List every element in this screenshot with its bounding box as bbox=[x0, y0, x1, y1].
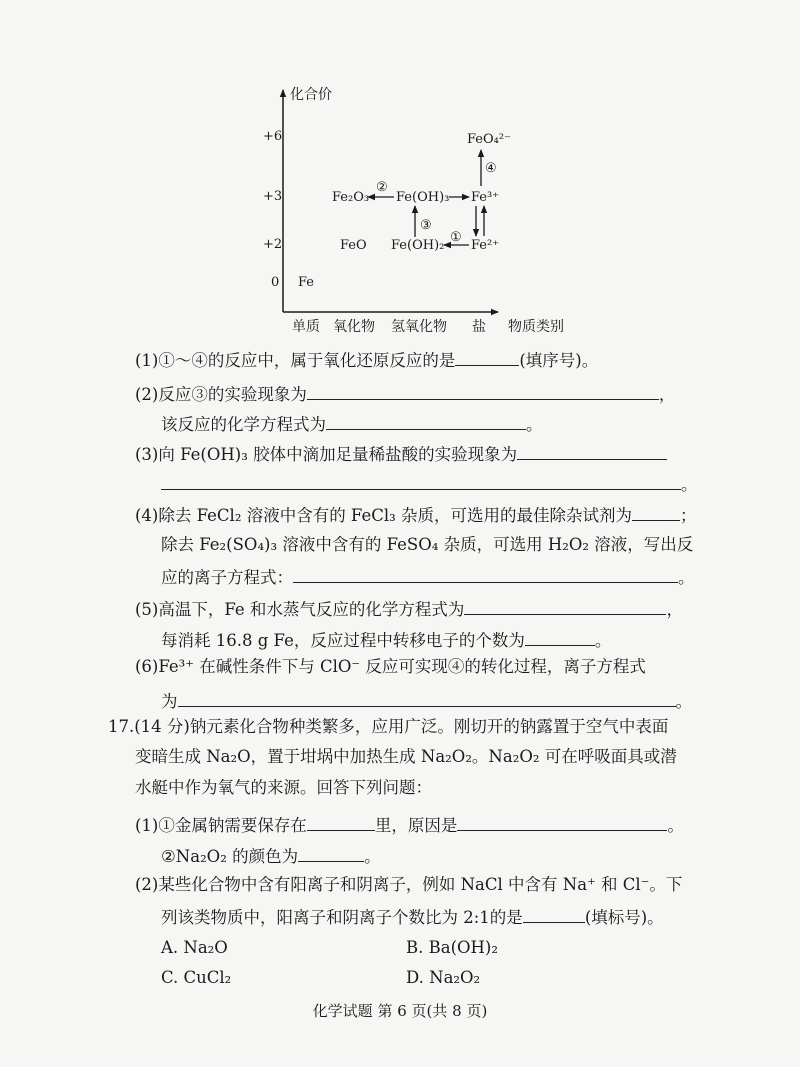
q16-part3-period: 。 bbox=[681, 475, 698, 494]
x-cat-oxide: 氧化物 bbox=[333, 319, 375, 335]
marker-1: ① bbox=[450, 230, 462, 245]
q16-part4-semicolon: ； bbox=[680, 506, 697, 525]
q17-intro-line1 bbox=[108, 716, 668, 738]
y-axis-label: 化合价 bbox=[290, 87, 332, 103]
species-fe2o3: Fe₂O₃ bbox=[332, 190, 370, 205]
species-fe2: Fe²⁺ bbox=[471, 238, 500, 253]
q16-part1-blank[interactable] bbox=[455, 347, 519, 366]
q17-part1-period: 。 bbox=[667, 816, 684, 835]
q16-part4-period: 。 bbox=[678, 568, 695, 587]
y-tick-0: 0 bbox=[271, 275, 280, 290]
q16-part5-line1 bbox=[135, 596, 683, 621]
q17-option-b-text: B. Ba(OH)₂ bbox=[406, 938, 498, 957]
q16-part5-blank2[interactable] bbox=[525, 627, 595, 646]
q17-option-c-text: C. CuCl₂ bbox=[161, 968, 232, 987]
q17-intro-line3 bbox=[135, 777, 432, 799]
q16-part2-comma: ， bbox=[658, 385, 676, 404]
q17-intro-line2 bbox=[135, 746, 677, 768]
q16-part5-blank1[interactable] bbox=[464, 596, 666, 615]
page-footer: 化学试题 第 6 页(共 8 页) bbox=[312, 1002, 488, 1020]
marker-3: ③ bbox=[420, 218, 432, 233]
q16-part3-blank2[interactable] bbox=[161, 471, 681, 490]
q16-part5-text: (5)高温下，Fe 和水蒸气反应的化学方程式为 bbox=[135, 600, 465, 619]
q17-part1-reason: 里，原因是 bbox=[374, 816, 458, 835]
q16-part2-line2 bbox=[161, 411, 543, 436]
q17-intro-text1: 17.(14 分)钠元素化合物种类繁多，应用广泛。刚切开的钠露置于空气中表面 bbox=[108, 717, 669, 736]
q17-part2-line1 bbox=[135, 874, 682, 896]
q16-part5-line2 bbox=[161, 627, 611, 652]
q16-part4-line2 bbox=[161, 534, 693, 556]
q16-part4-line1 bbox=[135, 502, 697, 527]
q16-part6-line1 bbox=[135, 656, 646, 678]
y-tick-6: +6 bbox=[263, 129, 283, 144]
q17-part1-period2: 。 bbox=[364, 847, 381, 866]
q17-part2-text2: 列该类物质中，阳离子和阴离子个数比为 2:1的是 bbox=[161, 908, 523, 927]
species-fe3: Fe³⁺ bbox=[471, 190, 500, 205]
q16-part6-period: 。 bbox=[675, 692, 692, 711]
q16-part4-blank1[interactable] bbox=[632, 502, 680, 521]
q16-part2-period: 。 bbox=[526, 415, 543, 434]
x-axis-label: 物质类别 bbox=[508, 319, 564, 335]
q16-part4-text2: 除去 Fe₂(SO₄)₃ 溶液中含有的 FeSO₄ 杂质，可选用 H₂O₂ 溶液，写出反 bbox=[161, 535, 694, 554]
q17-option-b[interactable] bbox=[406, 937, 498, 959]
x-cat-hydroxide: 氢氧化物 bbox=[391, 319, 447, 335]
q17-option-a[interactable] bbox=[161, 937, 228, 959]
x-cat-salt: 盐 bbox=[472, 319, 486, 335]
q17-part2-suffix: (填标号)。 bbox=[584, 908, 664, 927]
q16-part4-line3 bbox=[161, 564, 695, 589]
q16-part4-text: (4)除去 FeCl₂ 溶液中含有的 FeCl₃ 杂质，可选用的最佳除杂试剂为 bbox=[135, 506, 633, 525]
q16-part1 bbox=[135, 347, 598, 372]
q16-part3-blank1[interactable] bbox=[517, 441, 667, 460]
q17-part1-line1 bbox=[135, 812, 684, 837]
q17-option-a-text: A. Na₂O bbox=[161, 938, 228, 957]
q16-part6-blank[interactable] bbox=[178, 688, 676, 707]
y-tick-2: +2 bbox=[263, 237, 283, 252]
q17-part1-color-text: ②Na₂O₂ 的颜色为 bbox=[161, 847, 299, 866]
q17-part1-line2 bbox=[161, 843, 381, 868]
q16-part2-blank2[interactable] bbox=[326, 411, 526, 430]
q16-part2-eq-text: 该反应的化学方程式为 bbox=[161, 415, 326, 434]
q17-part1-blank3[interactable] bbox=[298, 843, 364, 862]
q17-part1-blank1[interactable] bbox=[307, 812, 375, 831]
species-feo: FeO bbox=[340, 238, 367, 253]
q16-part5-text2: 每消耗 16.8 g Fe，反应过程中转移电子的个数为 bbox=[161, 631, 525, 650]
q16-part6-line2 bbox=[161, 688, 692, 713]
q16-part4-blank2[interactable] bbox=[293, 564, 678, 583]
marker-4: ④ bbox=[485, 161, 497, 176]
q17-part2-line2 bbox=[161, 904, 664, 929]
q16-part3-line2 bbox=[161, 471, 698, 496]
species-feoh3: Fe(OH)₃ bbox=[396, 190, 450, 205]
species-feoh2: Fe(OH)₂ bbox=[391, 238, 445, 253]
q17-part2-blank[interactable] bbox=[523, 904, 585, 923]
q16-part6-text: (6)Fe³⁺ 在碱性条件下与 ClO⁻ 反应可实现④的转化过程，离子方程式 bbox=[135, 657, 646, 676]
q16-part3-text: (3)向 Fe(OH)₃ 胶体中滴加足量稀盐酸的实验现象为 bbox=[135, 445, 518, 464]
q17-option-d-text: D. Na₂O₂ bbox=[406, 968, 481, 987]
q16-part5-comma: ， bbox=[666, 600, 683, 619]
q17-part1-blank2[interactable] bbox=[457, 812, 667, 831]
q16-part1-suffix: (填序号)。 bbox=[519, 351, 599, 370]
q17-part2-text: (2)某些化合物中含有阳离子和阴离子，例如 NaCl 中含有 Na⁺ 和 Cl⁻。下 bbox=[135, 875, 683, 894]
q16-part5-period: 。 bbox=[594, 631, 612, 650]
y-tick-3: +3 bbox=[263, 189, 283, 204]
q16-part4-text3: 应的离子方程式： bbox=[161, 568, 293, 587]
q17-part1-text: (1)①金属钠需要保存在 bbox=[135, 816, 307, 835]
x-cat-element: 单质 bbox=[292, 319, 320, 335]
species-fe: Fe bbox=[298, 275, 315, 290]
q17-option-d[interactable] bbox=[406, 967, 480, 989]
q17-option-c[interactable] bbox=[161, 967, 231, 989]
q16-part1-text: (1)①～④的反应中，属于氧化还原反应的是 bbox=[135, 351, 456, 370]
iron-valence-diagram bbox=[0, 0, 800, 340]
q17-intro-text2: 变暗生成 Na₂O，置于坩埚中加热生成 Na₂O₂。Na₂O₂ 可在呼吸面具或潜 bbox=[135, 747, 677, 766]
q16-part2-line1 bbox=[135, 381, 675, 406]
marker-2: ② bbox=[376, 180, 388, 195]
q16-part2-blank1[interactable] bbox=[307, 381, 659, 400]
q16-part6-text2: 为 bbox=[161, 692, 178, 711]
q16-part3-line1 bbox=[135, 441, 667, 466]
q17-intro-text3: 水艇中作为氧气的来源。回答下列问题： bbox=[135, 778, 432, 797]
q16-part2-text: (2)反应③的实验现象为 bbox=[135, 385, 307, 404]
species-feo4: FeO₄²⁻ bbox=[467, 132, 511, 147]
